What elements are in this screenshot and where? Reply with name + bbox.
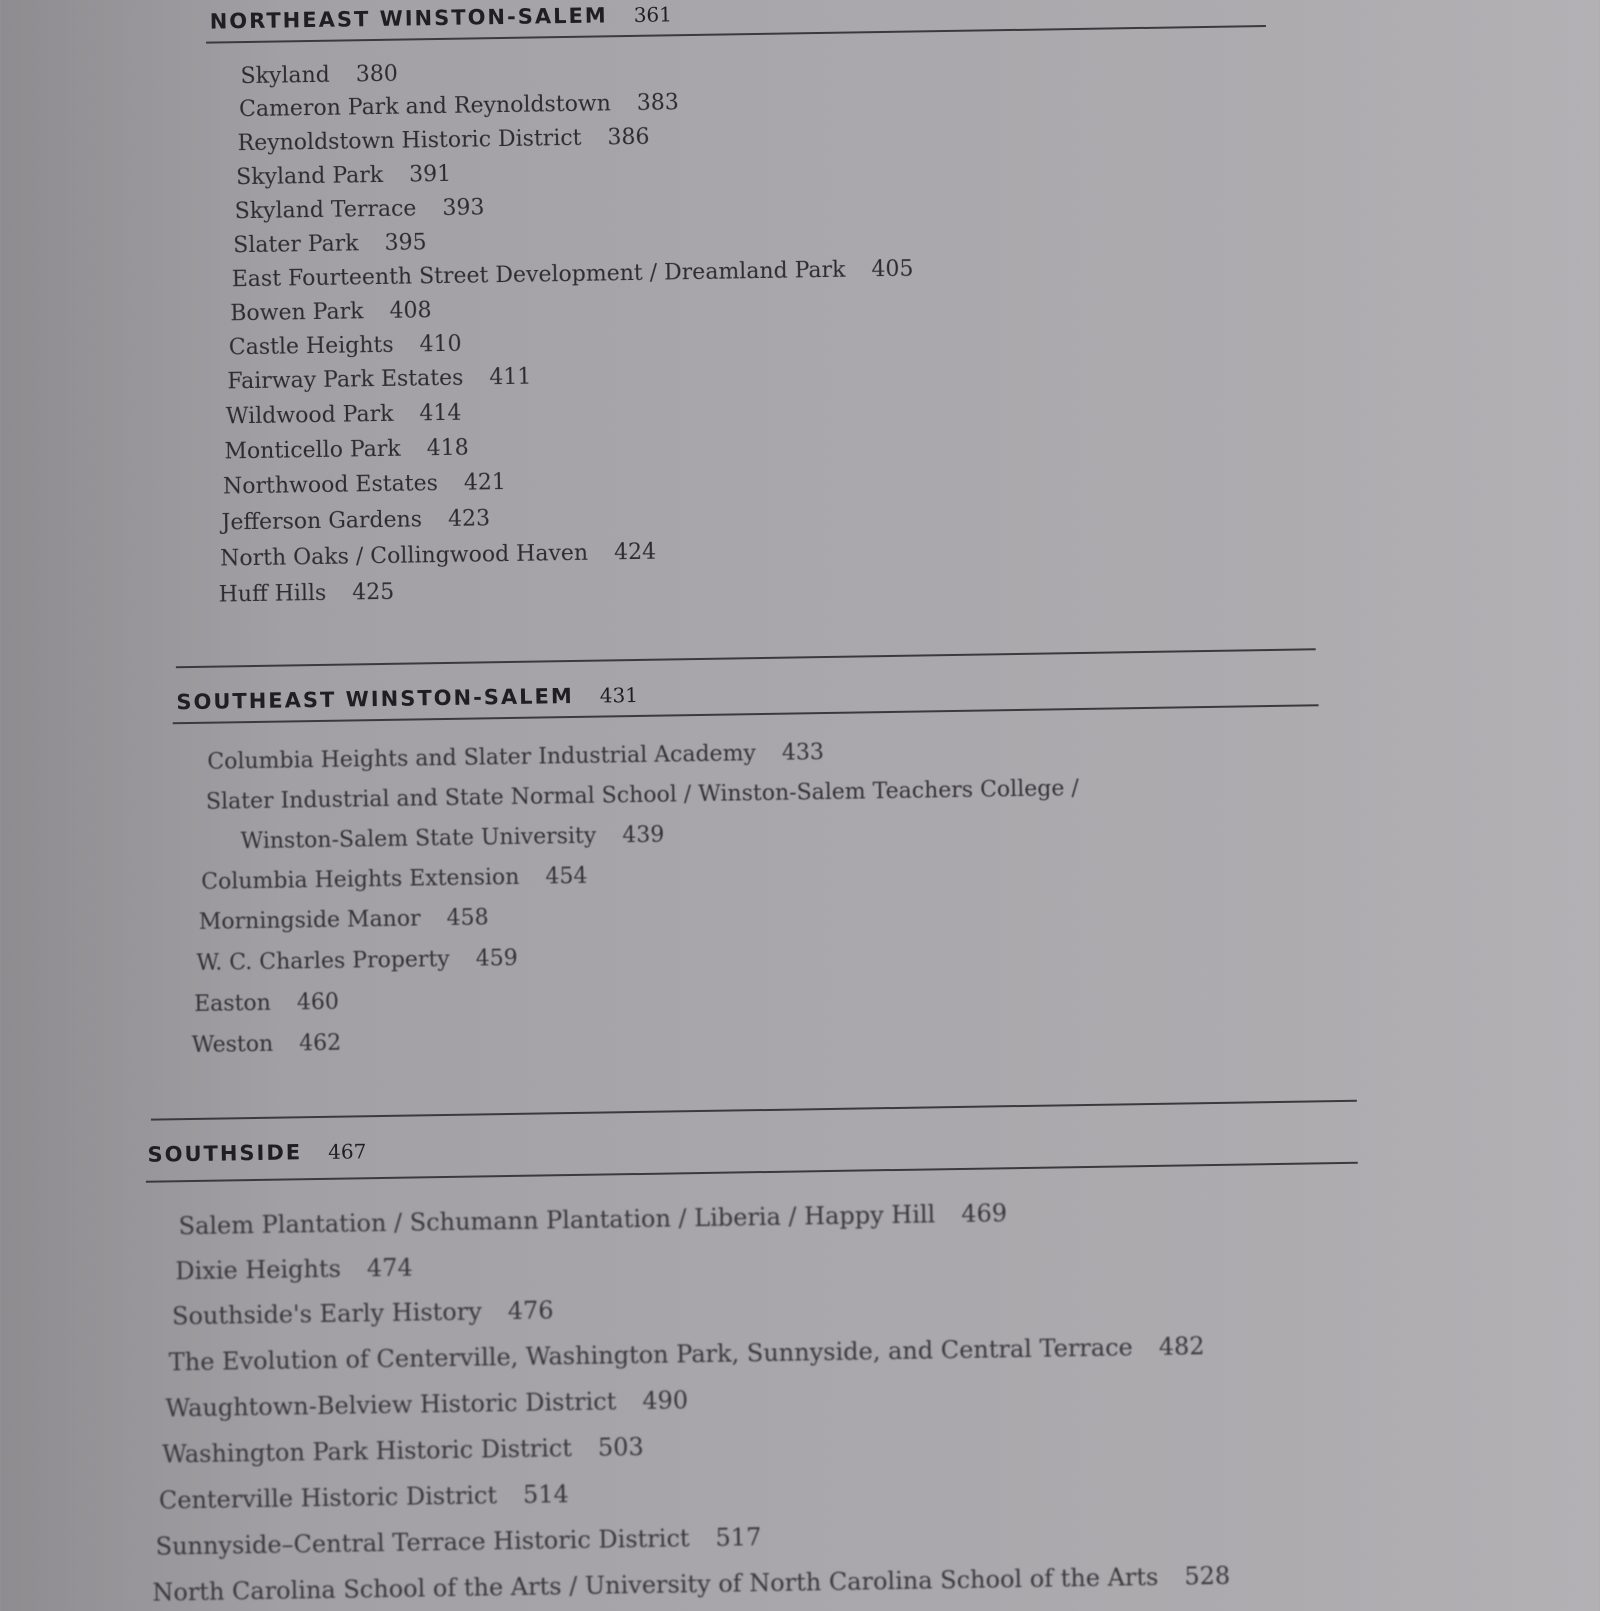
toc-entry: East Fourteenth Street Development / Dreamland Park 405 [231,256,914,293]
toc-entry: Winston-Salem State University 439 [240,822,665,855]
toc-entry: Huff Hills 425 [218,579,395,608]
toc-entry: Morningside Manor 458 [198,905,489,935]
toc-entry: Columbia Heights and Slater Industrial Academy 433 [207,740,825,775]
toc-entry: Salem Plantation / Schumann Plantation / Liberia / Happy Hill 469 [178,1199,1008,1241]
section-title: SOUTHEAST WINSTON-SALEM [176,683,574,715]
section-title: NORTHEAST WINSTON-SALEM [209,3,608,34]
toc-entry: Jefferson Gardens 423 [221,506,491,536]
section-rule [176,648,1316,668]
toc-entry: Centerville Historic District 514 [158,1480,570,1515]
section-heading-southeast [176,683,638,714]
toc-entry: Slater Industrial and State Normal School / Winston-Salem Teachers College / [205,776,1079,815]
section-page: 431 [599,682,639,708]
toc-entry: Skyland Terrace 393 [234,195,485,225]
toc-entry: W. C. Charles Property 459 [196,945,518,976]
toc-entry: Skyland 380 [240,61,399,90]
toc-entry: Wildwood Park 414 [225,400,462,430]
toc-entry: The Evolution of Centerville, Washington Park, Sunnyside, and Central Terrace 482 [168,1332,1205,1377]
section-rule [146,1162,1358,1183]
section-rule [151,1100,1357,1121]
toc-entry: Reynoldstown Historic District 386 [237,124,650,157]
section-page: 467 [327,1139,367,1164]
toc-entry: Skyland Park 391 [235,161,452,191]
toc-entry: Slater Park 395 [233,230,427,259]
toc-entry: Easton 460 [193,989,340,1017]
toc-entry: Waughtown-Belview Historic District 490 [165,1386,689,1423]
toc-entry: Monticello Park 418 [224,435,469,465]
section-heading-southside [147,1139,366,1166]
toc-entry: Cameron Park and Reynoldstown 383 [238,90,680,123]
toc-entry: North Carolina School of the Arts / University of North Carolina School of the Arts 528 [152,1561,1231,1607]
toc-entry: Northwood Estates 421 [222,470,507,500]
toc-entry: Washington Park Historic District 503 [161,1432,644,1469]
toc-entry: Castle Heights 410 [228,331,462,361]
toc-entry: Southside's Early History 476 [171,1296,554,1331]
section-heading-northeast [210,2,673,33]
toc-entry: North Oaks / Collingwood Haven 424 [219,539,657,572]
section-page: 361 [633,2,673,27]
toc-entry: Bowen Park 408 [230,298,432,327]
toc-entry: Weston 462 [191,1030,342,1059]
section-title: SOUTHSIDE [147,1140,303,1167]
toc-entry: Columbia Heights Extension 454 [201,863,588,895]
toc-entry: Fairway Park Estates 411 [227,364,532,395]
toc-entry: Dixie Heights 474 [175,1253,413,1286]
toc-entry: Sunnyside–Central Terrace Historic District 517 [155,1523,762,1561]
